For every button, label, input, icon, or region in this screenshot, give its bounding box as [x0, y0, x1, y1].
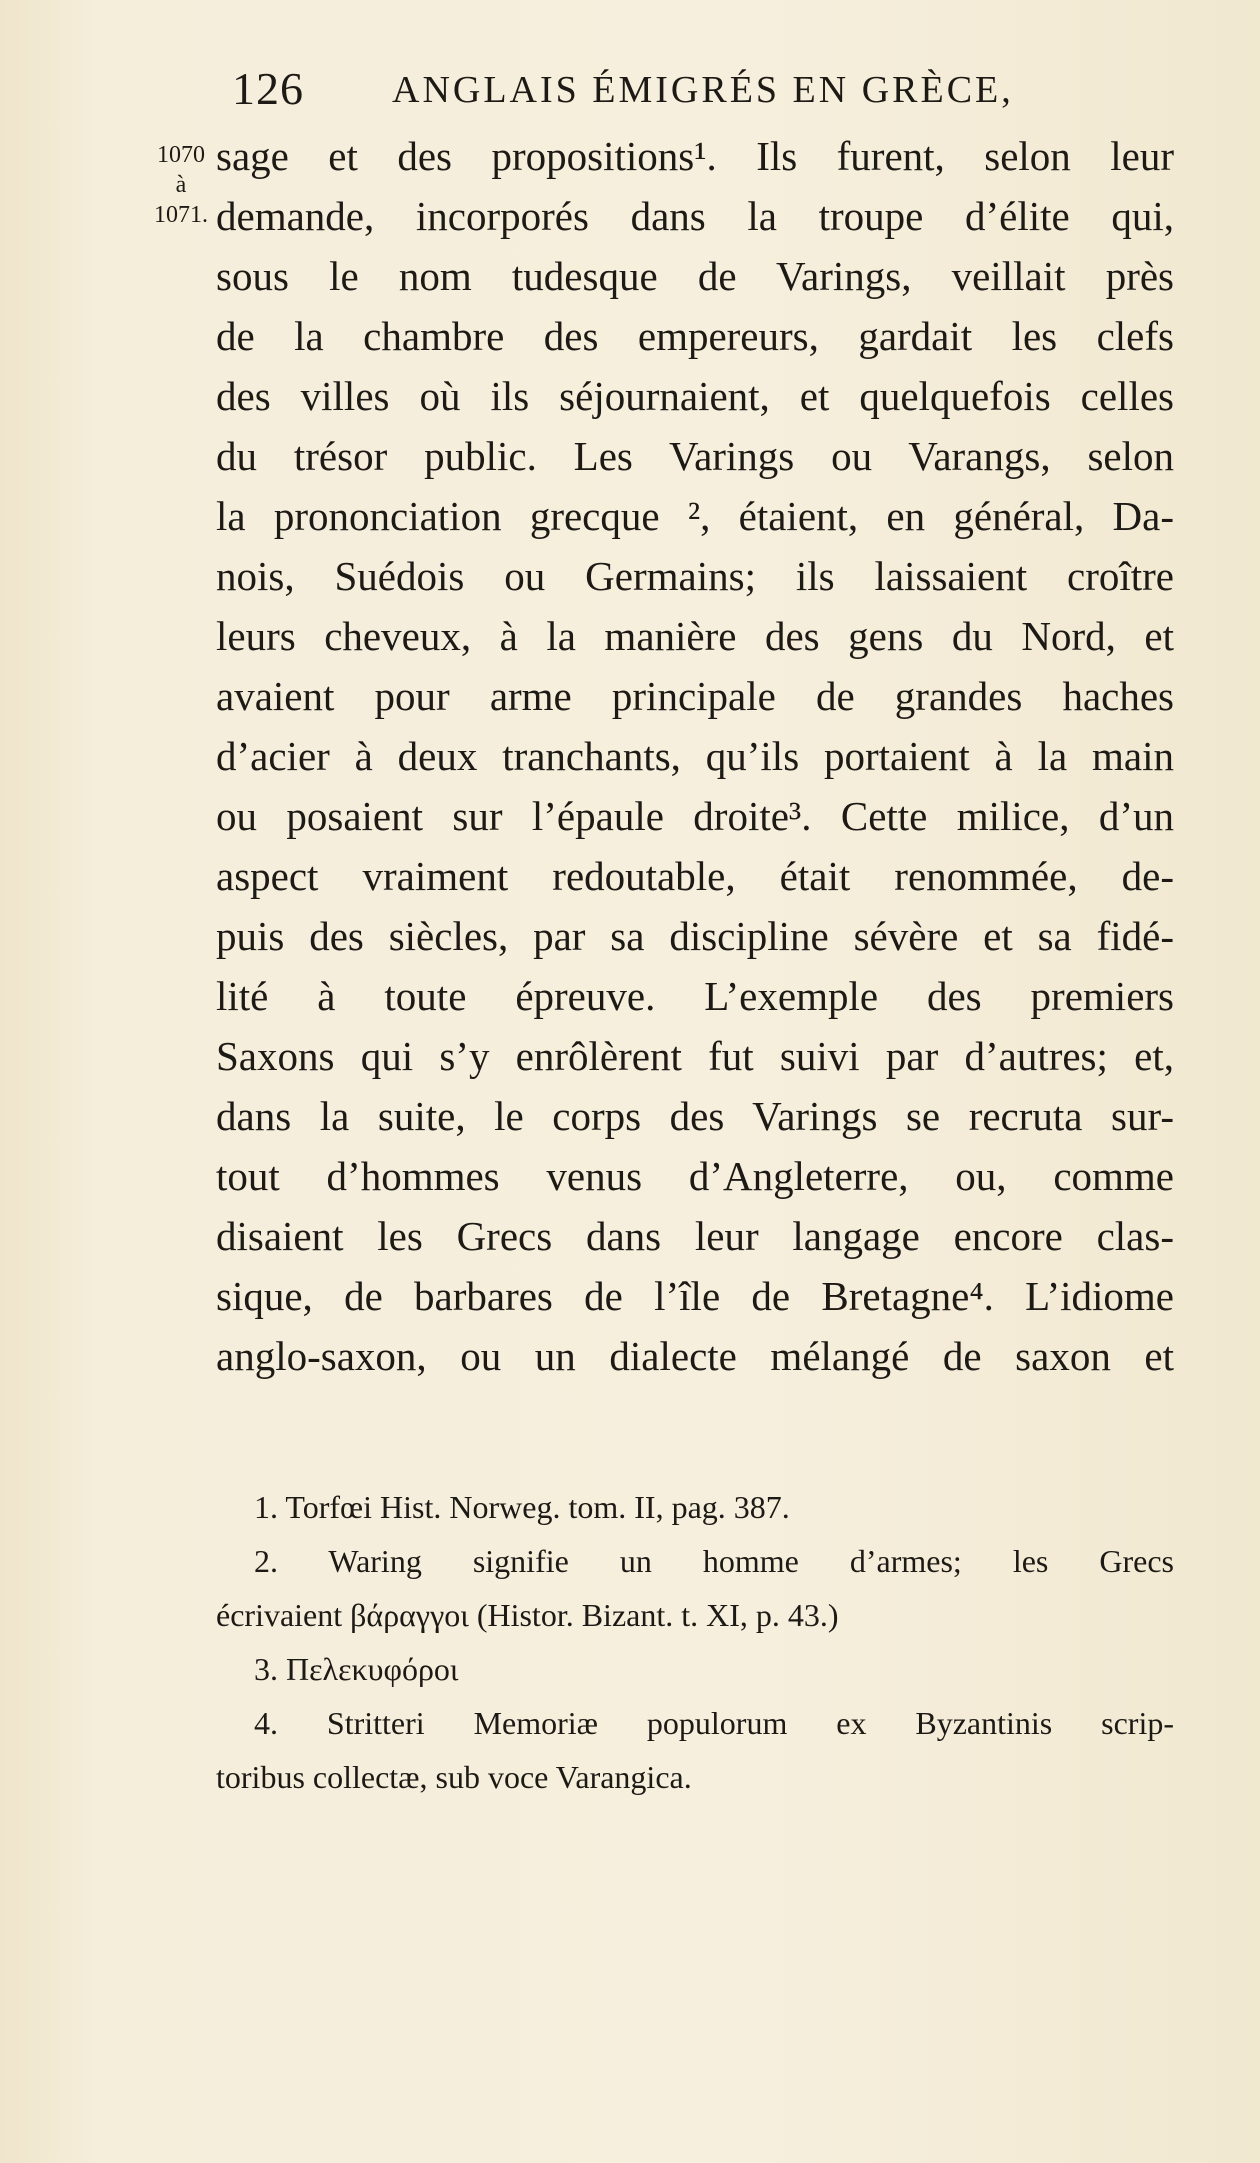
footnote-4: 4. Stritteri Memoriæ populorum ex Byzantinis scrip-	[254, 1705, 1174, 1741]
footnote-1: 1. Torfœi Hist. Norweg. tom. II, pag. 387.	[254, 1489, 790, 1525]
text-line: anglo-saxon, ou un dialecte mélangé de saxon et	[216, 1333, 1174, 1379]
footnote-3: 3. Πελεκυφόροι	[254, 1651, 459, 1687]
text-line: demande, incorporés dans la troupe d’élite qui,	[216, 193, 1174, 239]
text-line: de la chambre des empereurs, gardait les clefs	[216, 313, 1174, 359]
margin-date-note	[146, 140, 216, 230]
text-line: aspect vraiment redoutable, était renommée, de-	[216, 853, 1174, 899]
margin-connector: à	[175, 172, 187, 198]
body-text	[216, 126, 1174, 1386]
text-line: leurs cheveux, à la manière des gens du Nord, et	[216, 613, 1174, 659]
margin-year-start: 1070	[157, 142, 205, 168]
footnote-4-continued: toribus collectæ, sub voce Varangica.	[216, 1759, 692, 1795]
text-line: sage et des propositions¹. Ils furent, selon leur	[216, 133, 1174, 179]
footnotes	[216, 1480, 1174, 1804]
text-line: sique, de barbares de l’île de Bretagne⁴. L’idiome	[216, 1273, 1174, 1319]
text-line: avaient pour arme principale de grandes haches	[216, 673, 1174, 719]
text-line: puis des siècles, par sa discipline sévère et sa fidé-	[216, 913, 1174, 959]
text-line: d’acier à deux tranchants, qu’ils portaient à la main	[216, 733, 1174, 779]
text-line: du trésor public. Les Varings ou Varangs, selon	[216, 433, 1174, 479]
text-line: disaient les Grecs dans leur langage encore clas-	[216, 1213, 1174, 1259]
running-head	[0, 62, 1260, 132]
text-line: dans la suite, le corps des Varings se recruta sur-	[216, 1093, 1174, 1139]
text-line: la prononciation grecque ², étaient, en général, Da-	[216, 493, 1174, 539]
footnote-2: 2. Waring signifie un homme d’armes; les Grecs	[254, 1543, 1174, 1579]
text-line: des villes où ils séjournaient, et quelquefois celles	[216, 373, 1174, 419]
text-line: lité à toute épreuve. L’exemple des premiers	[216, 973, 1174, 1019]
running-title: ANGLAIS ÉMIGRÉS EN GRÈCE,	[392, 69, 1014, 111]
page-number: 126	[232, 63, 304, 114]
text-line: tout d’hommes venus d’Angleterre, ou, comme	[216, 1153, 1174, 1199]
text-line: Saxons qui s’y enrôlèrent fut suivi par d’autres; et,	[216, 1033, 1174, 1079]
text-line: sous le nom tudesque de Varings, veillait près	[216, 253, 1174, 299]
margin-year-end: 1071.	[154, 202, 208, 228]
footnote-2-continued: écrivaient βάραγγοι (Histor. Bizant. t. XI, p. 43.)	[216, 1597, 839, 1633]
text-line: nois, Suédois ou Germains; ils laissaient croître	[216, 553, 1174, 599]
text-line: ou posaient sur l’épaule droite³. Cette milice, d’un	[216, 793, 1174, 839]
